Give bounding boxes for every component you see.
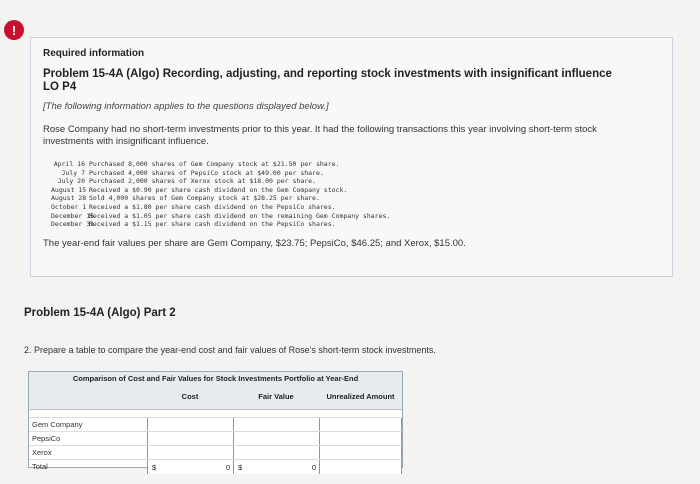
total-unrealized-input[interactable] <box>320 461 401 473</box>
question-text: 2. Prepare a table to compare the year-end cost and fair values of Rose's short-term stock investments. <box>24 345 436 355</box>
table-header <box>29 385 402 410</box>
transaction-row: August 28 Sold 4,000 shares of Gem Company stock at $28.25 per share. <box>51 194 320 203</box>
xerox-unrealized-input[interactable] <box>320 447 401 459</box>
total-row <box>29 460 402 474</box>
problem-title: Problem 15-4A (Algo) Recording, adjusting, and reporting stock investments with insignificant influence <box>43 68 612 80</box>
row-label: Xerox <box>32 448 52 457</box>
pepsico-unrealized-input[interactable] <box>320 433 401 445</box>
header-blank <box>29 385 147 409</box>
cost-cell[interactable] <box>147 446 233 459</box>
gem-cost-input[interactable] <box>148 419 233 431</box>
row-label: Gem Company <box>32 420 83 429</box>
transaction-row: April 16 Purchased 8,000 shares of Gem Company stock at $21.50 per share. <box>53 160 340 168</box>
unrealized-cell[interactable] <box>319 418 402 431</box>
header-cost: Cost <box>181 392 199 401</box>
transaction-row: August 15 Received a $0.90 per share cash dividend on the Gem Company stock. <box>51 185 348 194</box>
problem-lo: LO P4 <box>43 81 77 93</box>
required-info-heading: Required information <box>43 48 145 59</box>
table-row <box>29 432 402 446</box>
intro-text: Rose Company had no short-term investments prior to this year. It had the following transactions this year involving short-term stock investments with insignificant influence. <box>43 124 597 147</box>
fair-cell[interactable] <box>233 432 319 445</box>
total-unrealized-cell[interactable] <box>319 460 402 474</box>
transactions-list <box>51 160 660 229</box>
header-unrealized: Unrealized Amount <box>326 392 395 401</box>
currency-symbol: $ <box>152 462 157 472</box>
fair-cell[interactable] <box>233 446 319 459</box>
transaction-row: July 7 Purchased 4,000 shares of PepsiCo stock at $49.00 per share. <box>61 168 324 177</box>
table-title: Comparison of Cost and Fair Values for Stock Investments Portfolio at Year-End <box>29 372 402 385</box>
info-note: [The following information applies to the questions displayed below.] <box>43 101 329 112</box>
gem-fair-input[interactable] <box>234 419 319 431</box>
transaction-row: October 1 Received a $1.80 per share cash dividend on the PepsiCo shares. <box>51 202 336 211</box>
xerox-fair-input[interactable] <box>234 447 319 459</box>
fair-values-text: The year-end fair values per share are Gem Company, $23.75; PepsiCo, $46.25; and Xerox, $15.00. <box>43 238 466 250</box>
pepsico-cost-input[interactable] <box>148 433 233 445</box>
xerox-cost-input[interactable] <box>148 447 233 459</box>
alert-icon: ! <box>4 20 24 40</box>
required-information-panel <box>30 37 673 277</box>
currency-symbol: $ <box>238 462 243 472</box>
cost-cell[interactable] <box>147 418 233 431</box>
table-row <box>29 446 402 460</box>
part-title: Problem 15-4A (Algo) Part 2 <box>24 307 176 319</box>
gem-unrealized-input[interactable] <box>320 419 401 431</box>
header-fair-value: Fair Value <box>258 392 294 401</box>
total-label: Total <box>32 462 48 471</box>
table-spacer <box>29 410 402 418</box>
transaction-row: December 31 Received a $1.15 per share cash dividend on the PepsiCo shares. <box>51 220 336 229</box>
total-fair-cell <box>233 460 319 474</box>
transaction-row: July 20 Purchased 2,000 shares of Xerox stock at $18.00 per share. <box>57 177 316 186</box>
unrealized-cell[interactable] <box>319 446 402 459</box>
transaction-row: December 15 Received a $1.05 per share cash dividend on the remaining Gem Company shares. <box>51 211 391 220</box>
total-cost-value: 0 <box>225 462 230 472</box>
row-label: PepsiCo <box>32 434 61 443</box>
comparison-table <box>28 371 403 472</box>
total-fair-value: 0 <box>311 462 316 472</box>
pepsico-fair-input[interactable] <box>234 433 319 445</box>
table-row <box>29 418 402 432</box>
cost-cell[interactable] <box>147 432 233 445</box>
fair-cell[interactable] <box>233 418 319 431</box>
unrealized-cell[interactable] <box>319 432 402 445</box>
total-cost-cell <box>147 460 233 474</box>
